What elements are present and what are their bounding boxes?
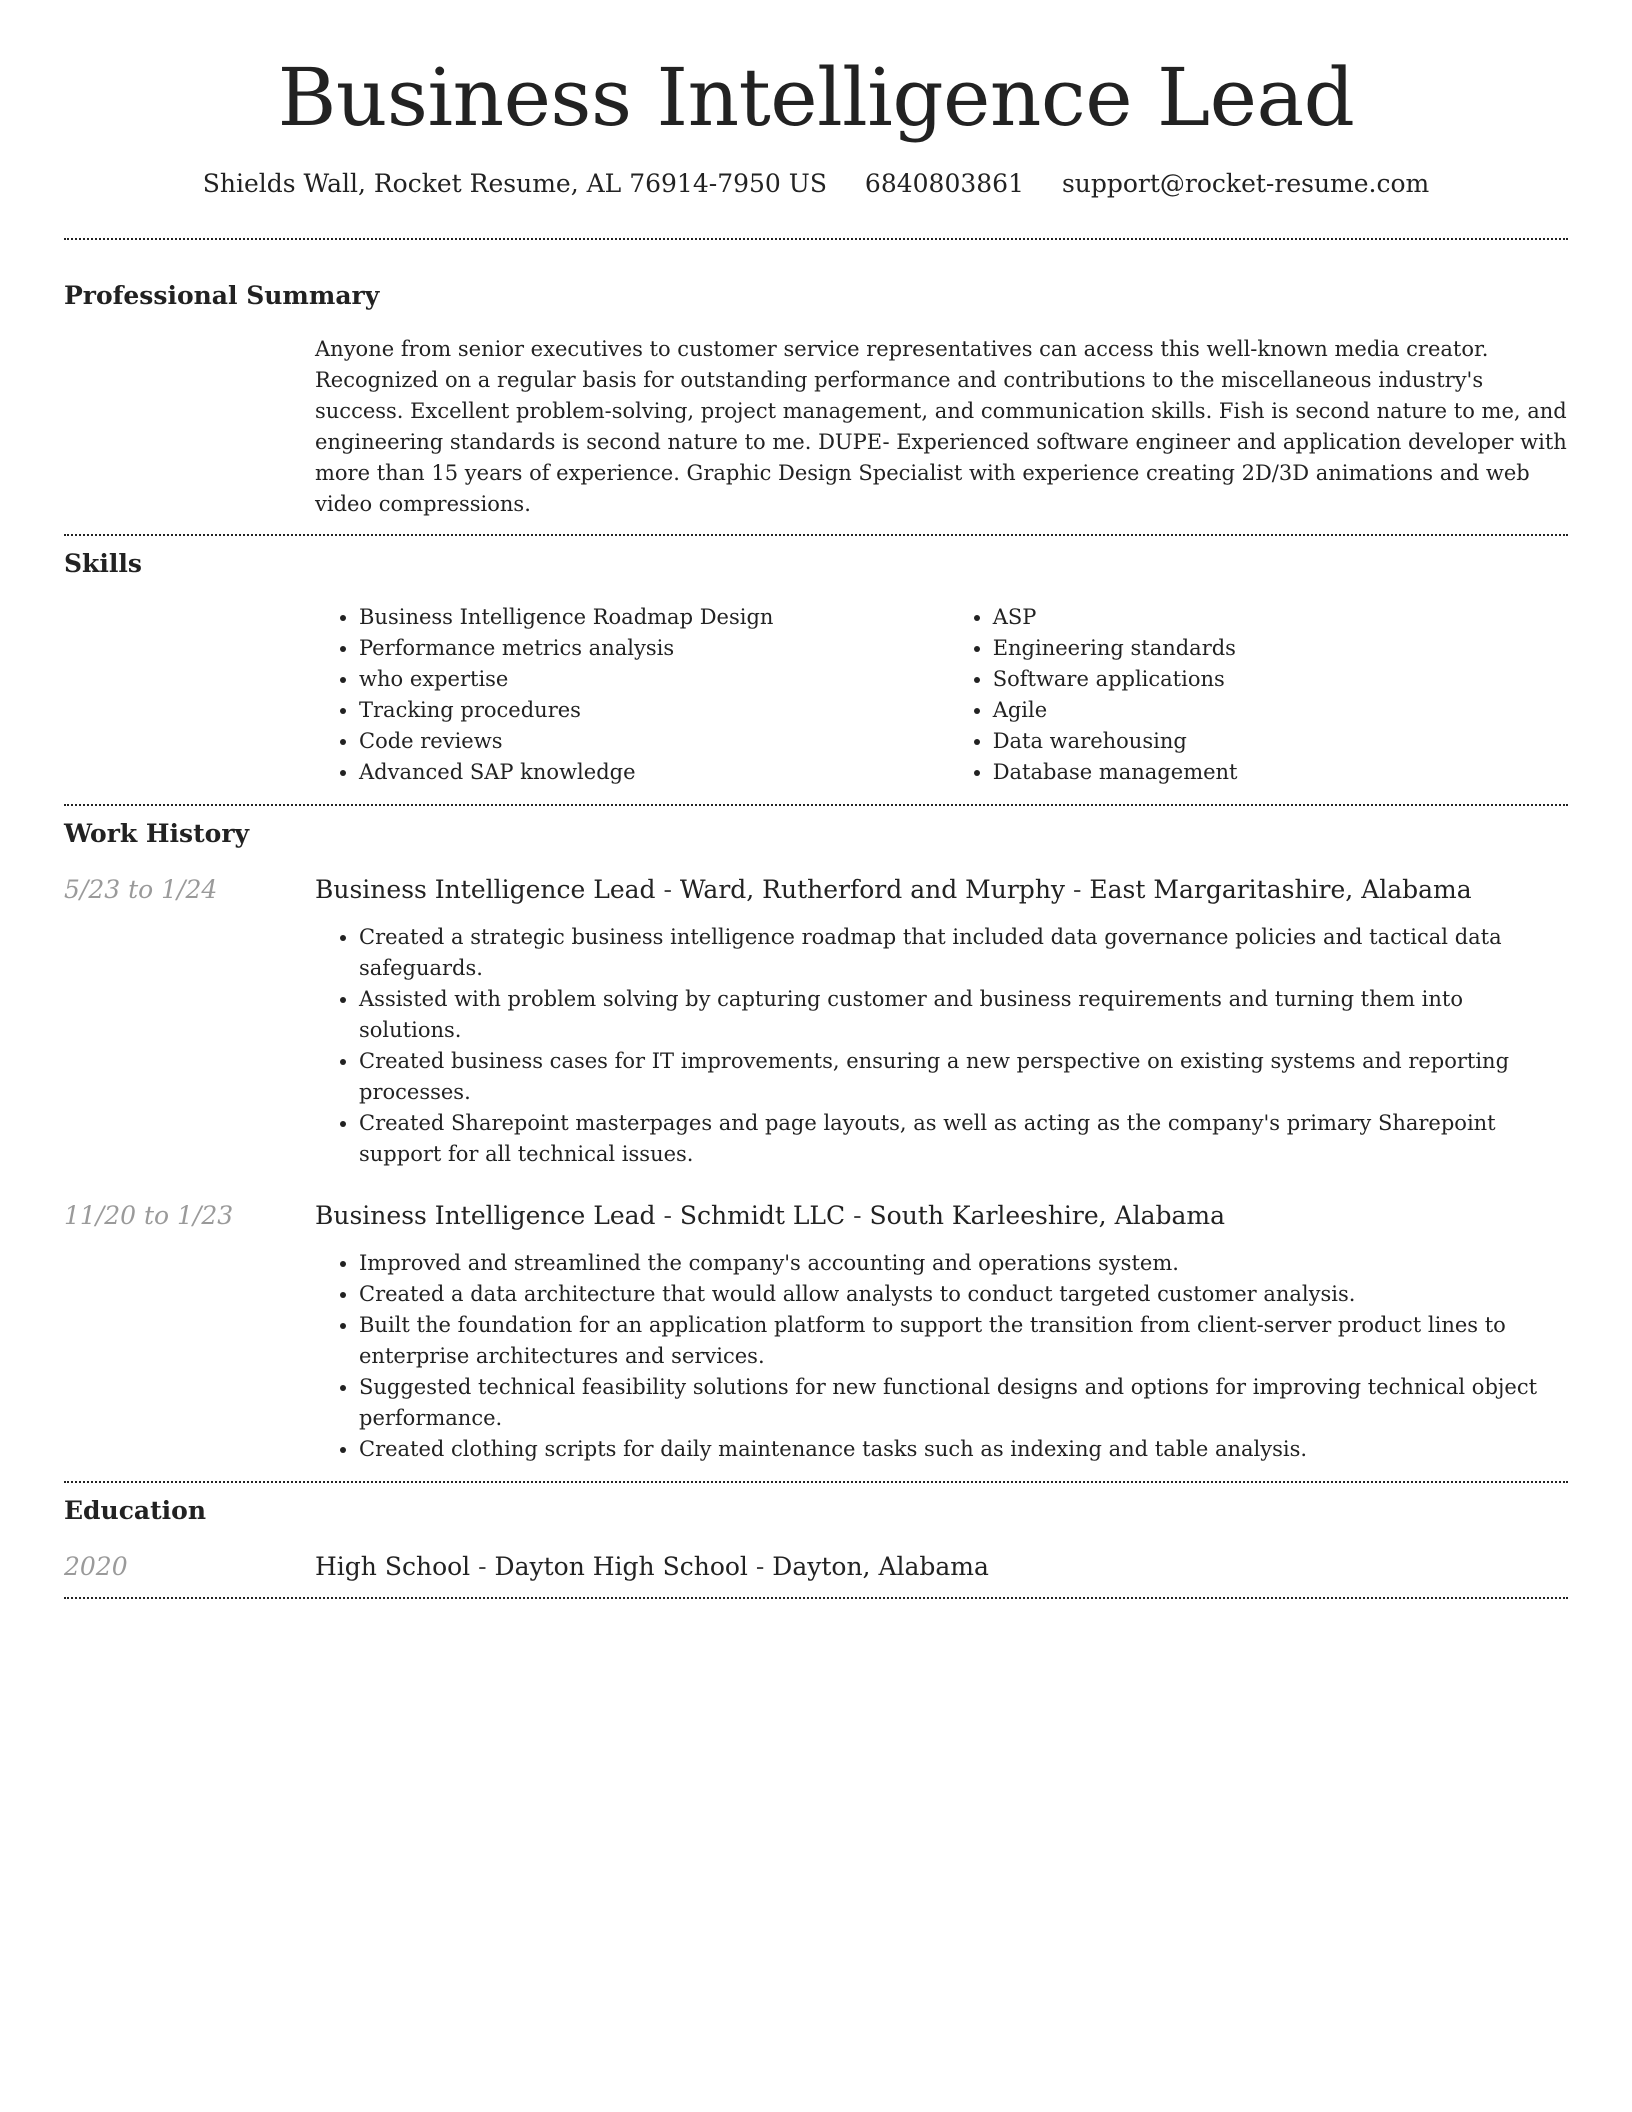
job-details — [315, 874, 1568, 1170]
education-location: Dayton, Alabama — [772, 1552, 989, 1581]
job-bullets — [315, 1248, 1568, 1465]
candidate-name: Business Intelligence Lead — [277, 51, 1355, 144]
separator: - — [845, 1201, 870, 1230]
skill-item: • Agile — [993, 695, 1568, 726]
job-title: Business Intelligence Lead — [315, 1201, 656, 1230]
skill-item: • Business Intelligence Roadmap Design — [359, 602, 949, 633]
skill-item: • ASP — [993, 602, 1568, 633]
separator: - — [747, 1552, 773, 1581]
education-section — [64, 1495, 1568, 1583]
skills-column-left — [315, 602, 949, 788]
job-heading — [315, 874, 1568, 906]
job-bullet: • Created a data architecture that would allow analysts to conduct targeted customer analysis. — [359, 1279, 1568, 1310]
skill-item: • Data warehousing — [993, 726, 1568, 757]
contact-email: support@rocket-resume.com — [1061, 169, 1430, 198]
education-entry — [64, 1551, 1568, 1583]
work-history-heading: Work History — [64, 819, 250, 848]
education-school: Dayton High School — [494, 1552, 748, 1581]
job-heading — [315, 1200, 1568, 1232]
summary-heading: Professional Summary — [64, 281, 380, 310]
separator: - — [470, 1552, 495, 1581]
skills-column-right — [949, 602, 1568, 788]
job-entry — [64, 1200, 1568, 1465]
job-bullet: • Created Sharepoint masterpages and page layouts, as well as acting as the company's primary Sharepoint support for all technical issues. — [359, 1108, 1568, 1170]
education-details — [315, 1551, 1568, 1583]
work-divider — [64, 1481, 1568, 1483]
job-title: Business Intelligence Lead — [315, 875, 656, 904]
skill-item: • who expertise — [359, 664, 949, 695]
job-location: East Margaritashire, Alabama — [1089, 875, 1472, 904]
job-bullet: • Assisted with problem solving by capturing customer and business requirements and turning them into solutions. — [359, 984, 1568, 1046]
work-history-section — [64, 818, 1568, 1465]
job-bullets — [315, 922, 1568, 1170]
job-bullet: • Created business cases for IT improvements, ensuring a new perspective on existing systems and reporting processes. — [359, 1046, 1568, 1108]
job-details — [315, 1200, 1568, 1465]
separator: - — [655, 1201, 680, 1230]
job-bullet: • Built the foundation for an application platform to support the transition from client-server product lines to enterprise architectures and services. — [359, 1310, 1568, 1372]
header-divider — [64, 238, 1568, 240]
job-company: Schmidt LLC — [679, 1201, 846, 1230]
job-dates: 5/23 to 1/24 — [64, 875, 218, 904]
job-entry — [64, 874, 1568, 1170]
education-degree: High School — [315, 1552, 471, 1581]
skills-section — [64, 548, 1568, 788]
skill-item: • Database management — [993, 757, 1568, 788]
summary-section — [64, 280, 1568, 520]
skill-item: • Software applications — [993, 664, 1568, 695]
resume-page — [64, 0, 1568, 1599]
summary-text: Anyone from senior executives to customer service representatives can access this well-known media creator. Recognized on a regular basis for outstanding performance and contributions to the miscellaneous industry's success. Excellent problem-solving, project management, and communication skills. Fish is second nature to me, and engineering standards is second nature to me. DUPE- Experienced software engineer and application developer with more than 15 years of experience. Graphic Design Specialist with experience creating 2D/3D animations and web video compressions. — [315, 337, 1567, 516]
skill-item: • Advanced SAP knowledge — [359, 757, 949, 788]
skill-item: • Performance metrics analysis — [359, 633, 949, 664]
skill-item: • Tracking procedures — [359, 695, 949, 726]
separator: - — [1065, 875, 1090, 904]
separator: - — [655, 875, 680, 904]
skill-item: • Engineering standards — [993, 633, 1568, 664]
job-bullet: • Created a strategic business intelligence roadmap that included data governance policies and tactical data safeguards. — [359, 922, 1568, 984]
job-bullet: • Created clothing scripts for daily maintenance tasks such as indexing and table analysis. — [359, 1434, 1568, 1465]
education-year: 2020 — [64, 1552, 128, 1581]
contact-address: Shields Wall, Rocket Resume, AL 76914-7950 US — [202, 169, 827, 198]
skills-heading: Skills — [64, 549, 142, 578]
job-company: Ward, Rutherford and Murphy — [679, 875, 1066, 904]
job-bullet: • Improved and streamlined the company's accounting and operations system. — [359, 1248, 1568, 1279]
contact-phone: 6840803861 — [864, 169, 1024, 198]
job-bullet: • Suggested technical feasibility solutions for new functional designs and options for improving technical object performance. — [359, 1372, 1568, 1434]
skill-item: • Code reviews — [359, 726, 949, 757]
skills-grid — [315, 602, 1568, 788]
job-location: South Karleeshire, Alabama — [869, 1201, 1226, 1230]
skills-divider — [64, 804, 1568, 806]
summary-divider — [64, 534, 1568, 536]
contact-line — [64, 168, 1568, 200]
job-dates: 11/20 to 1/23 — [64, 1201, 234, 1230]
education-divider — [64, 1597, 1568, 1599]
education-heading: Education — [64, 1496, 207, 1525]
